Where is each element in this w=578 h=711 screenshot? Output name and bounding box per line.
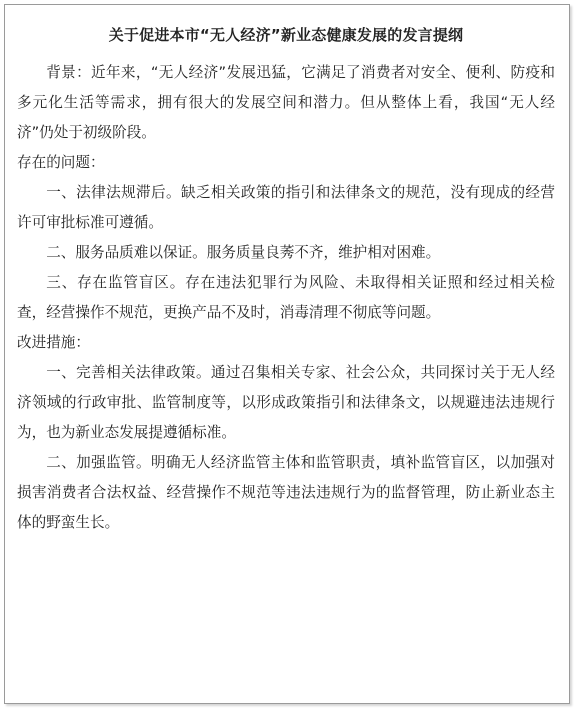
document-page	[4, 4, 570, 704]
problem-item-1: 一、法律法规滞后。缺乏相关政策的指引和法律条文的规范，没有现成的经营许可审批标准可遵循。	[17, 184, 555, 231]
background-paragraph: 背景：近年来，“无人经济”发展迅猛，它满足了消费者对安全、便利、防疫和多元化生活等需求，拥有很大的发展空间和潜力。但从整体上看，我国“无人经济”仍处于初级阶段。	[17, 64, 555, 141]
problem-item-3: 三、存在监管盲区。存在违法犯罪行为风险、未取得相关证照和经过相关检查，经营操作不规范，更换产品不及时，消毒清理不彻底等问题。	[17, 274, 555, 321]
document-title: 关于促进本市“无人经济”新业态健康发展的发言提纲	[108, 26, 464, 44]
measure-item-1: 一、完善相关法律政策。通过召集相关专家、社会公众，共同探讨关于无人经济领域的行政审批、监管制度等，以形成政策指引和法律条文，以规避违法违规行为，也为新业态发展提遵循标准。	[17, 364, 555, 441]
problem-item-2: 二、服务品质难以保证。服务质量良莠不齐，维护相对困难。	[46, 244, 441, 261]
measure-item-2: 二、加强监管。明确无人经济监管主体和监管职责，填补监管盲区，以加强对损害消费者合法权益、经营操作不规范等违法违规行为的监督管理，防止新业态主体的野蛮生长。	[17, 454, 555, 531]
measures-heading: 改进措施：	[17, 334, 90, 351]
problems-heading: 存在的问题：	[17, 154, 105, 171]
